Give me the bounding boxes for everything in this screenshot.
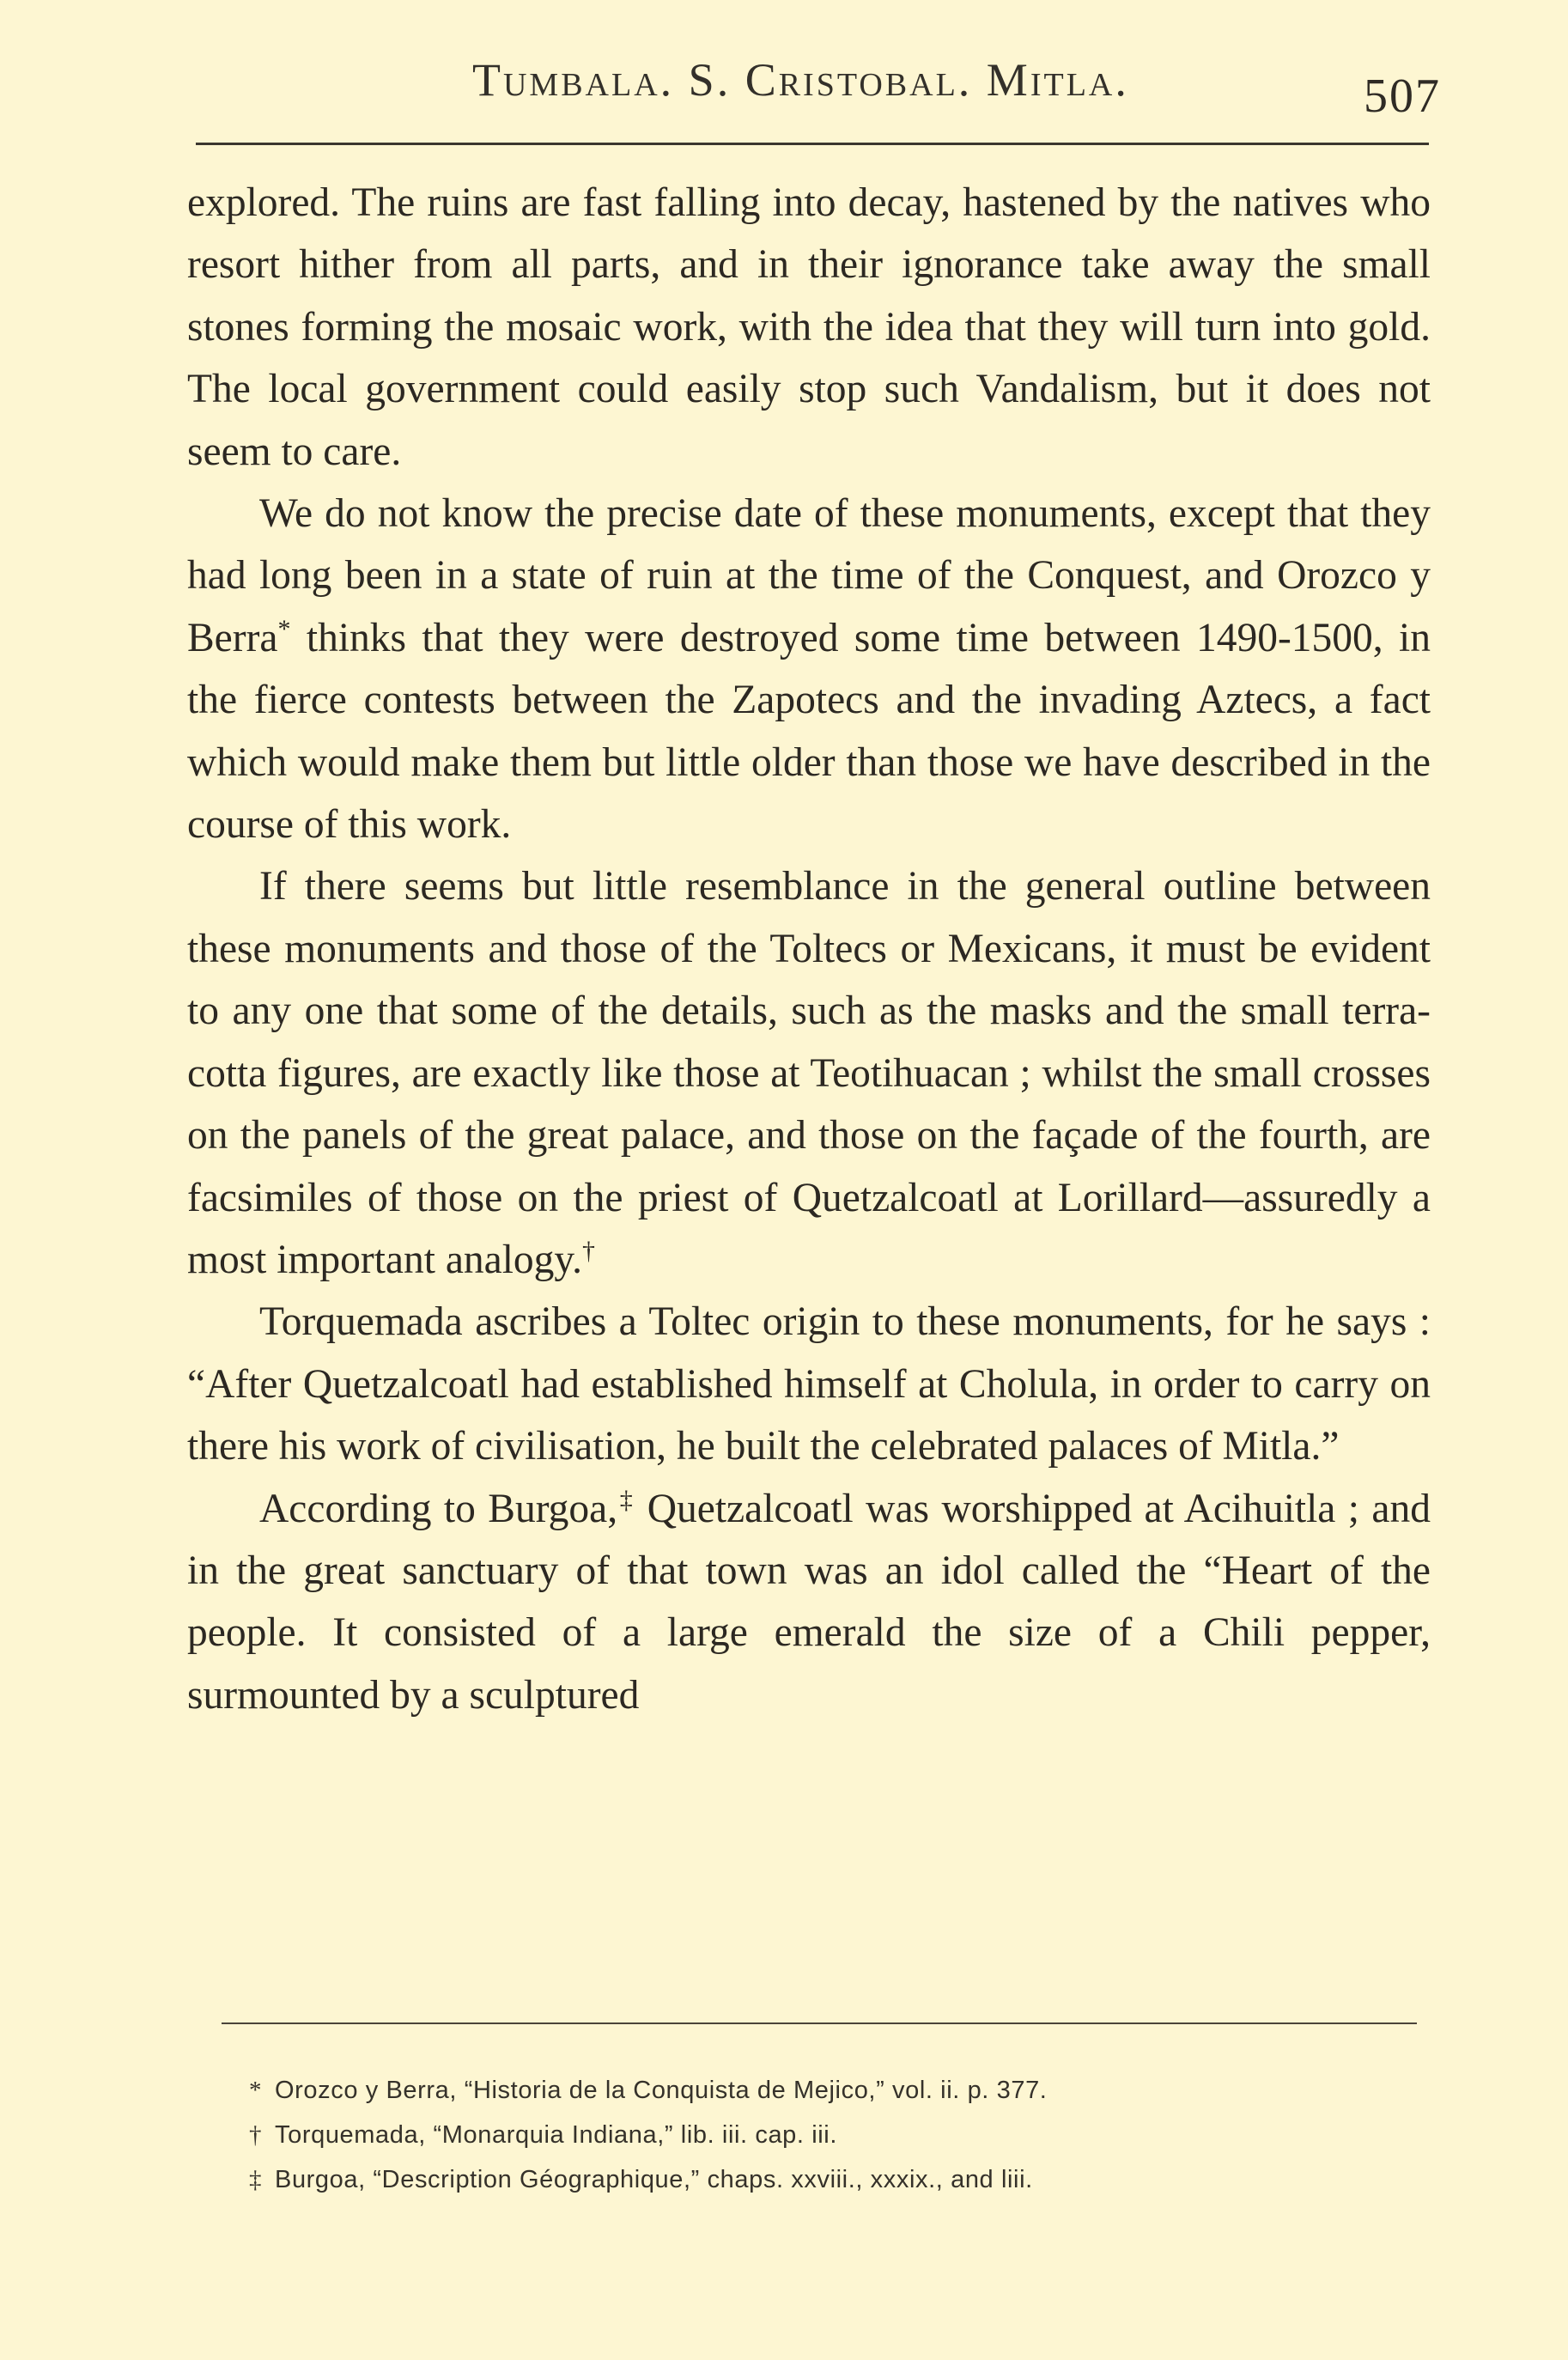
footnote	[249, 2157, 1417, 2202]
footnote-text: Orozco y Berra, “Historia de la Conquista de Mejico,” vol. ii. p. 377.	[275, 2077, 1048, 2104]
paragraph-text: Torquemada ascribes a Toltec origin to these monuments, for he says : “After Quetzalcoatl had established himself at Cholula, in order to carry on there his work of civilisation, he built the celebrated palaces of Mitla.”	[187, 1299, 1431, 1469]
paragraph-text: According to Burgoa,	[259, 1486, 618, 1531]
footnote-reference: †	[581, 1236, 595, 1265]
footnote	[249, 2113, 1417, 2157]
footnote-mark: *	[249, 2077, 263, 2104]
paragraph	[187, 483, 1431, 855]
footnote-reference: ‡	[617, 1485, 635, 1514]
footnote	[249, 2068, 1417, 2113]
paragraph	[187, 172, 1431, 483]
paragraph-text-continued: thinks that they were destroyed some time between 1490-1500, in the fierce contests between the Zapotecs and the invading Aztecs, a fact which would make them but little older than those we have described in the course of this work.	[187, 615, 1431, 848]
footnote-mark: ‡	[249, 2166, 263, 2193]
paragraph-text-continued: Quetzalcoatl was worshipped at Acihuitla ; and in the great sanctuary of that town was an idol called the “Heart of the people. It consisted of a large emerald the size of a Chili pepper, surmounted by a sculptured	[187, 1486, 1431, 1718]
paragraph-text: We do not know the precise date of these monuments, except that they had long been in a state of ruin at the time of the Conquest, and Orozco y Berra	[187, 491, 1431, 660]
paragraph	[187, 1291, 1431, 1477]
body-text	[187, 172, 1431, 1726]
footnote-mark: †	[249, 2121, 263, 2149]
footnotes	[249, 2068, 1417, 2202]
running-head-title: Tumbala. S. Cristobal. Mitla.	[472, 54, 1129, 106]
paragraph-text: If there seems but little resemblance in the general outline between these monuments and those of the Toltecs or Mexicans, it must be evident to any one that some of the details, such as the masks and the small terra-cotta figures, are exactly like those at Teotihuacan ; whilst the small crosses on the panels of the great palace, and those on the façade of the fourth, are facsimiles of those on the priest of Quetzalcoatl at Lorillard—assuredly a most important analogy.	[187, 864, 1431, 1282]
footnote-rule	[222, 2022, 1417, 2024]
footnote-text: Burgoa, “Description Géographique,” chaps. xxviii., xxxix., and liii.	[275, 2166, 1033, 2193]
paragraph	[187, 1478, 1431, 1727]
page-number: 507	[1364, 70, 1441, 123]
footnote-text: Torquemada, “Monarquia Indiana,” lib. iii. cap. iii.	[275, 2121, 838, 2149]
paragraph-text: explored. The ruins are fast falling into decay, hastened by the natives who resort hither from all parts, and in their ignorance take away the small stones forming the mosaic work, with the idea that they will turn into gold. The local government could easily stop such Vandalism, but it does not seem to care.	[187, 180, 1431, 474]
header-rule	[196, 143, 1429, 145]
paragraph	[187, 855, 1431, 1291]
footnote-reference: *	[277, 614, 291, 643]
